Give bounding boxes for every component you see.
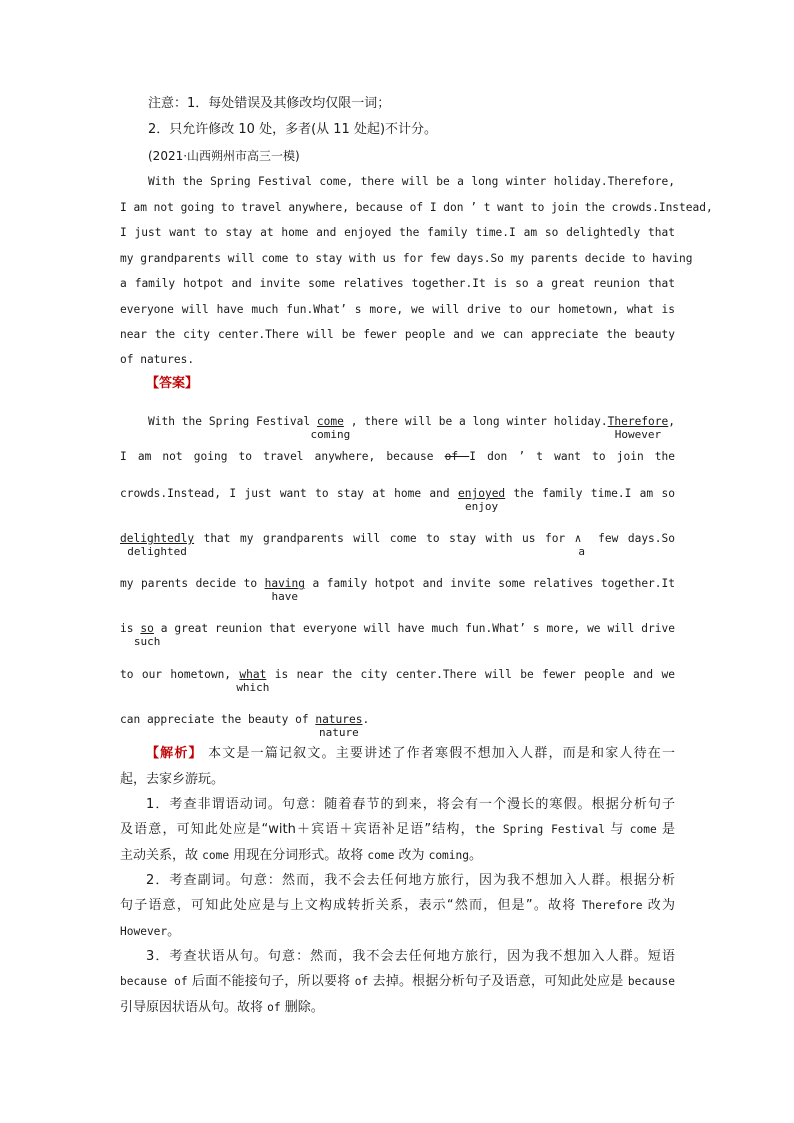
answer-line-1 [148, 414, 675, 442]
analysis-term: come [629, 823, 657, 836]
analysis-text: 删除。 [280, 1000, 324, 1015]
analysis-p3-line-1: 3．考查状语从句。句意：然而，我不会去任何地方旅行，因为我不想加入人群。短语 [146, 949, 675, 964]
answer-label: 【答案】 [146, 376, 199, 391]
analysis-term: However [120, 925, 168, 938]
analysis-intro-line-2: 起，去家乡游玩。 [120, 772, 225, 787]
passage-line-7: near the city center.There will be fewer people and we can appreciate the beauty [120, 328, 675, 341]
analysis-term: Therefore [581, 899, 643, 912]
analysis-term: of [354, 975, 369, 988]
answer-text: that my grandparents will come to stay with us for [194, 532, 575, 545]
analysis-text: 去掉。根据分析句子及语意，可知此处应是 [368, 974, 628, 989]
correction-natures [315, 712, 363, 739]
answer-text: , [668, 415, 675, 428]
correction-insert-a [574, 531, 589, 558]
analysis-intro-line-1 [146, 746, 675, 762]
answer-line-6 [120, 621, 675, 649]
analysis-term: coming [428, 849, 469, 862]
analysis-text: 句子语意，可知此处应是与上文构成转折关系，表示“然而，但是”。故将 [120, 898, 582, 913]
passage-line-8: of natures. [120, 353, 195, 366]
analysis-text: 本文是一篇记叙文。主要讲述了作者寒假不想加入人群，而是和家人待在一 [208, 746, 675, 761]
analysis-term: because of [120, 975, 188, 988]
passage-line-4: my grandparents will come to stay with us for few days.So my parents decide to having [120, 252, 693, 265]
answer-line-2 [120, 449, 675, 477]
wrong-word: having [264, 577, 306, 590]
note-line-2: 2．只允许修改 10 处，多者(从 11 处起)不计分。 [148, 122, 438, 137]
analysis-term: come [367, 849, 395, 862]
wrong-word: natures [315, 713, 363, 726]
corrected-word: a [578, 545, 585, 558]
wrong-word: Therefore [607, 415, 669, 428]
analysis-p2-line-3 [120, 924, 675, 940]
analysis-text: 改为 [394, 848, 429, 863]
corrected-word: delighted [127, 545, 187, 558]
wrong-word: come [316, 415, 344, 428]
answer-text: to our hometown, [120, 668, 240, 681]
analysis-p1-line-2 [120, 822, 675, 838]
answer-line-4 [120, 531, 675, 559]
analysis-text: 。 [469, 848, 483, 863]
correction-enjoyed [458, 486, 506, 513]
answer-line-8 [120, 712, 675, 740]
wrong-word: enjoyed [458, 487, 506, 500]
analysis-text: 及语意，可知此处应是“with＋宾语＋宾语补足语”结构， [120, 822, 475, 837]
passage-line-6: everyone will have much fun.What’ s more, we will drive to our hometown, what is [120, 303, 675, 316]
analysis-text: 用现在分词形式。故将 [229, 848, 368, 863]
corrected-word: coming [310, 428, 351, 441]
passage-line-2: I am not going to travel anywhere, because of I don ’ t want to join the crowds.Instead, [120, 201, 713, 214]
correction-therefore [607, 414, 669, 441]
corrected-word: However [614, 428, 662, 441]
wrong-word: delightedly [120, 532, 195, 545]
wrong-word: what [239, 668, 267, 681]
answer-text: can appreciate the beauty of [120, 713, 316, 726]
analysis-p1-line-3 [120, 848, 675, 864]
answer-line-3 [120, 486, 675, 514]
analysis-label: 【解析】 [146, 746, 203, 761]
analysis-p3-line-3 [120, 1000, 675, 1016]
answer-line-7 [120, 667, 675, 695]
answer-text: is near the city center.There will be fewer people and we [266, 668, 675, 681]
answer-text: a family hotpot and invite some relatives together.It [305, 577, 676, 590]
analysis-text: 改为 [642, 898, 675, 913]
correction-delightedly [120, 531, 195, 558]
analysis-term: because [627, 975, 675, 988]
analysis-p1-line-1: 1．考查非谓语动词。句意：随着春节的到来，将会有一个漫长的寒假。根据分析句子 [146, 797, 675, 812]
answer-text: I don ’ t want to join the [469, 450, 675, 463]
answer-text: I am not going to travel anywhere, because [120, 450, 445, 463]
analysis-text: 后面不能接句子，所以要将 [187, 974, 355, 989]
source-line: (2021·山西朔州市高三一模) [148, 149, 300, 163]
analysis-term: come [202, 849, 230, 862]
answer-text: crowds.Instead, I just want to stay at home and [120, 487, 459, 500]
analysis-p2-line-2 [120, 898, 675, 914]
correction-what [236, 667, 270, 694]
corrected-word: which [236, 681, 270, 694]
analysis-text: 。 [167, 924, 181, 939]
passage-line-5: a family hotpot and invite some relatives together.It is so a great reunion that [120, 277, 675, 290]
passage-line-1: With the Spring Festival come, there will be a long winter holiday.Therefore, [148, 175, 675, 188]
analysis-term: of [267, 1001, 281, 1014]
answer-text: is [120, 622, 141, 635]
note-line-1: 注意：1．每处错误及其修改均仅限一词； [148, 96, 391, 111]
analysis-p2-line-1: 2．考查副词。句意：然而，我不会去任何地方旅行，因为我不想加入人群。根据分析 [146, 873, 675, 888]
passage-line-3: I just want to stay at home and enjoyed the family time.I am so delightedly that [120, 226, 675, 239]
answer-text: few days.So [588, 532, 675, 545]
answer-text: With the Spring Festival [148, 415, 317, 428]
insert-caret: ∧ [574, 532, 582, 545]
correction-having [264, 576, 306, 603]
analysis-text: 是 [656, 822, 675, 837]
answer-text: my parents decide to [120, 577, 265, 590]
answer-text: the family time.I am so [505, 487, 675, 500]
corrected-word: nature [319, 726, 359, 739]
analysis-text: 引导原因状语从句。故将 [120, 1000, 268, 1015]
wrong-word: so [140, 622, 154, 635]
answer-text: , there will be a long winter holiday. [343, 415, 608, 428]
corrected-word: such [133, 635, 161, 648]
deleted-word: of [444, 450, 470, 463]
answer-text: . [362, 713, 370, 726]
corrected-word: have [271, 590, 299, 603]
answer-text: a great reunion that everyone will have much fun.What’ s more, we will drive [153, 622, 675, 635]
correction-so [133, 621, 161, 648]
analysis-term: the Spring Festival [474, 823, 606, 836]
corrected-word: enjoy [465, 500, 499, 513]
analysis-p3-line-2 [120, 974, 675, 990]
correction-come [310, 414, 351, 441]
analysis-text: 主动关系，故 [120, 848, 203, 863]
analysis-text: 与 [605, 822, 630, 837]
answer-line-5 [120, 576, 675, 604]
